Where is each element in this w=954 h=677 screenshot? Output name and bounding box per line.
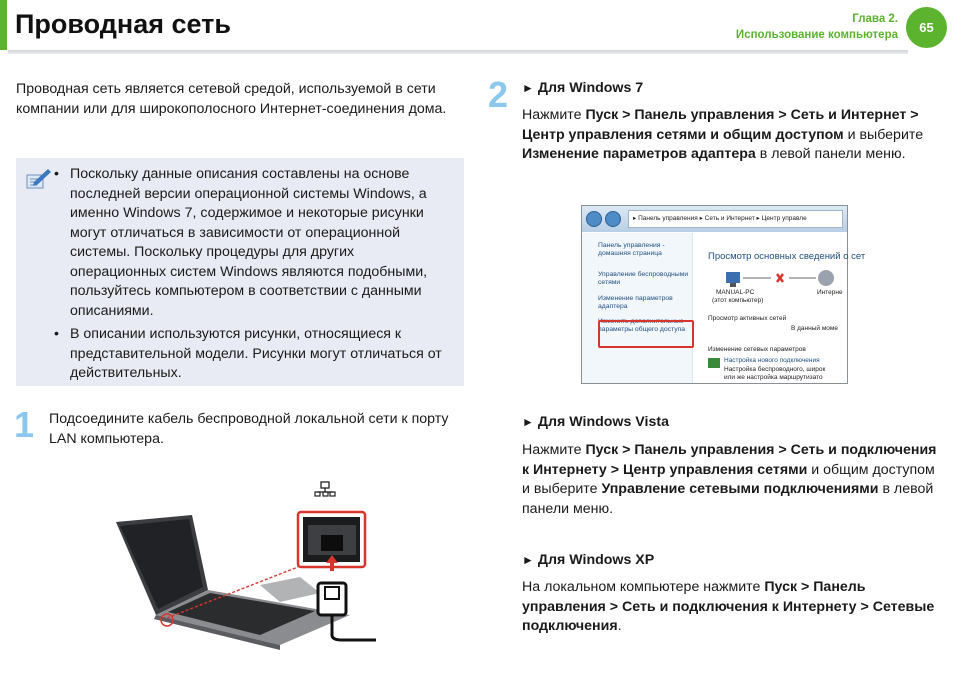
note-item: • В описании используются рисунки, относящиеся к представительной модели. Рисунки могут отличаться от действительных. — [54, 326, 442, 381]
header-divider — [8, 50, 908, 54]
step-1-number: 1 — [14, 404, 35, 445]
chapter-label — [736, 11, 898, 43]
screenshot-heading: Просмотр основных сведений о сет — [708, 251, 866, 262]
screenshot-side-link: Управление беспроводными сетями — [598, 271, 689, 286]
vista-instructions: Нажмите Пуск > Панель управления > Сеть и подключения к Интернету > Центр управления сетями и общим доступом и выберите Управление сетевыми подключениями в левой панели меню. — [522, 442, 937, 517]
page-title: Проводная сеть — [15, 9, 231, 39]
step-2-number: 2 — [488, 74, 509, 115]
screenshot-setup-link: Настройка нового подключения — [724, 357, 820, 364]
screenshot-address: ▸ Панель управления ▸ Сеть и Интернет ▸ Центр управле — [628, 210, 843, 228]
screenshot-no-connection: В данный моме — [791, 325, 839, 332]
screenshot-pc-sub: (этот компьютер) — [712, 297, 764, 304]
back-icon — [586, 211, 602, 227]
screenshot-side-link: Панель управления - домашняя страница — [598, 242, 665, 257]
note-item: • Поскольку данные описания составлены на основе последней версии операционной системы Windows, а именно Windows 7, содержимое и некоторые рисунки могут отличаться в зависимости от операционной системы. Поскольку процедуры для других операционных систем Windows являются подобными, пользуйтесь компьютером в соответствии с данными описаниями. — [54, 166, 428, 319]
screenshot-side-link: Изменить дополнительные параметры общего доступа — [598, 318, 686, 333]
screenshot-setup-desc: или же настройка маршрутизато — [724, 374, 823, 381]
network-setup-icon — [708, 358, 720, 368]
intro-paragraph: Проводная сеть является сетевой средой, используемой в сети компании или для широкополосного Интернет-соединения дома. — [16, 81, 447, 117]
header-accent-bar — [0, 0, 7, 50]
vista-heading: ► Для Windows Vista — [522, 414, 669, 430]
win7-instructions: Нажмите Пуск > Панель управления > Сеть и Интернет > Центр управления сетями и общим доступом и выберите Изменение параметров адаптера в левой панели меню. — [522, 107, 924, 162]
xp-instructions: На локальном компьютере нажмите Пуск > Панель управления > Сеть и подключения к Интернету > Сетевые подключения. — [522, 579, 935, 634]
highlight-box — [598, 320, 694, 348]
network-map-icon — [726, 269, 851, 291]
screenshot-setup-desc: Настройка беспроводного, широк — [724, 366, 826, 373]
xp-heading: ► Для Windows XP — [522, 552, 655, 568]
screenshot-side-panel — [582, 233, 693, 383]
screenshot-change-settings: Изменение сетевых параметров — [708, 346, 806, 353]
windows7-network-center-screenshot — [581, 205, 866, 384]
screenshot-main-panel — [696, 233, 866, 383]
screenshot-address-bar — [582, 206, 847, 232]
page-number-badge: 65 — [906, 7, 947, 48]
screenshot-active-networks: Просмотр активных сетей — [708, 315, 787, 322]
note-pencil-icon — [24, 166, 52, 192]
note-box — [16, 158, 464, 386]
note-list — [54, 165, 449, 388]
laptop-lan-illustration — [110, 475, 390, 650]
step-1-text: Подсоедините кабель беспроводной локальной сети к порту LAN компьютера. — [49, 411, 449, 447]
screenshot-internet: Интерне — [817, 289, 843, 296]
win7-heading: ► Для Windows 7 — [522, 80, 644, 96]
screenshot-pc-name: MANUAL-PC — [716, 289, 755, 296]
forward-icon — [605, 211, 621, 227]
chapter-number: Глава 2. — [852, 13, 898, 25]
network-icon — [315, 482, 335, 496]
screenshot-side-link-adapter: Изменение параметров адаптера — [598, 295, 673, 310]
chapter-subtitle: Использование компьютера — [735, 29, 898, 41]
